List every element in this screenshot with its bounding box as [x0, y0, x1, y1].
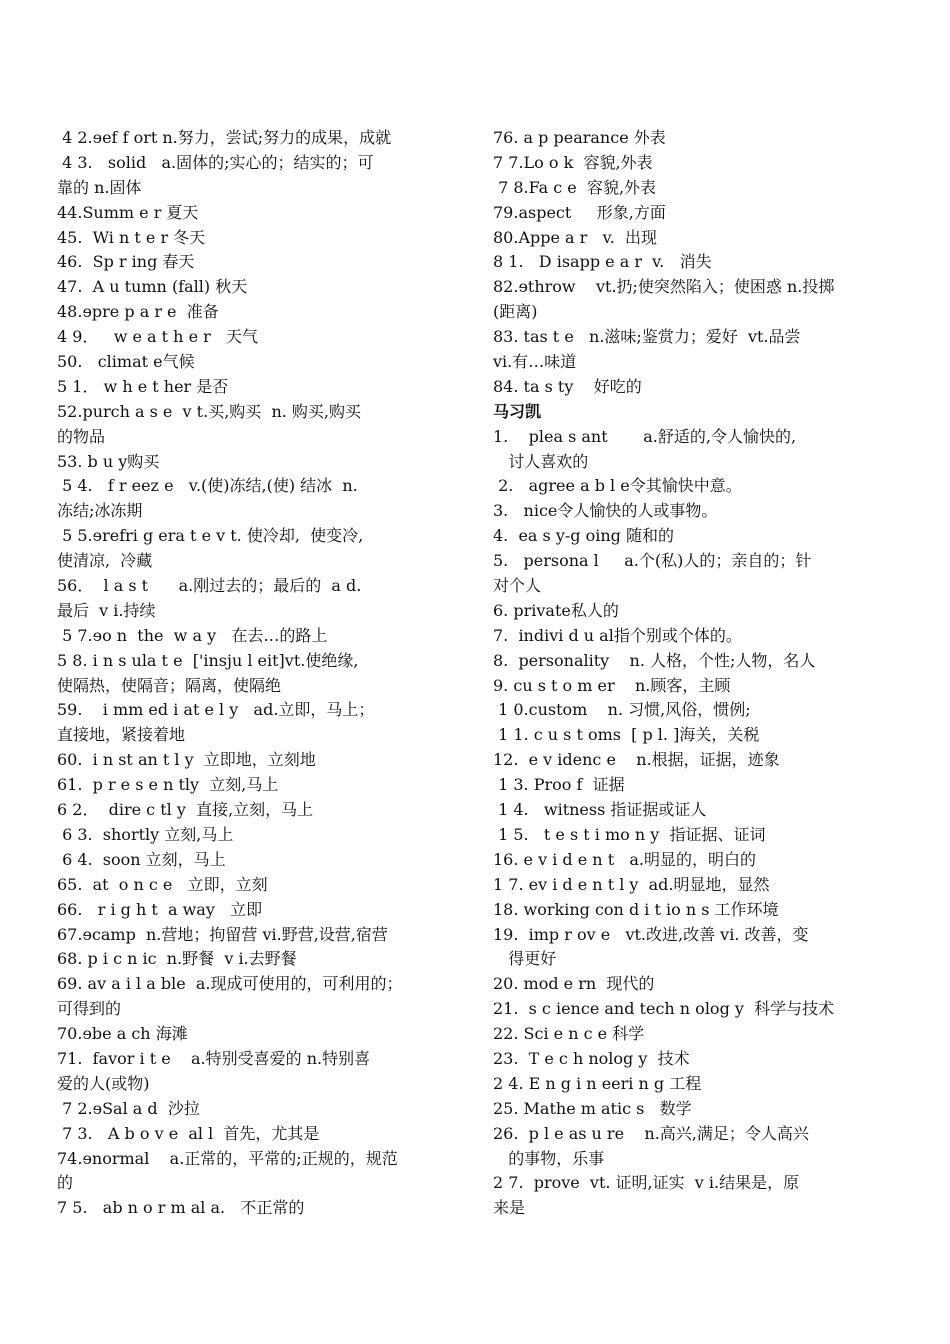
vocab-line: 5 1． w h e t her 是否: [57, 376, 229, 396]
vocab-line: 6 3. shortly 立刻,马上: [57, 824, 234, 844]
vocab-line: 6 4. soon 立刻，马上: [57, 849, 226, 869]
vocab-line: 4. ea s y-g oing 随和的: [493, 526, 674, 546]
vocab-line: 67.ɘcamp n.营地；拘留营 vi.野营,设营,宿营: [57, 924, 388, 944]
section-heading: 马习凯: [493, 401, 542, 421]
vocab-line: 18. working con d i t io n s 工作环境: [493, 899, 779, 919]
vocab-line: 7 8.Fa c e 容貌,外表: [493, 177, 657, 197]
vocab-line: 讨人喜欢的: [493, 451, 589, 471]
left-column: [57, 126, 473, 1221]
vocab-line: 25. Mathe m atic s 数学: [493, 1098, 692, 1118]
vocab-line: 2. agree a b l e令其愉快中意。: [493, 476, 742, 496]
vocab-line: 66. r i g h t a way 立即: [57, 899, 263, 919]
vocab-line: 82.ɘthrow vt.扔;使突然陷入；使困惑 n.投掷: [493, 277, 835, 297]
vocab-line: 6. private私人的: [493, 600, 619, 620]
vocab-line: 59. i mm ed i at e l y ad.立即，马上；: [57, 700, 375, 720]
right-column: [493, 126, 908, 1221]
vocab-line: 84. ta s ty 好吃的: [493, 376, 642, 396]
vocab-line: 9. cu s t o m er n.顾客，主顾: [493, 675, 731, 695]
vocab-line: 60. i n st an t l y 立即地，立刻地: [57, 750, 316, 770]
vocab-line: 79.aspect 形象,方面: [493, 202, 666, 222]
vocab-line: 最后 v i.持续: [57, 600, 156, 620]
vocab-line: 1 5. t e s t i mo n y 指证据、证词: [493, 824, 766, 844]
vocab-line: 19. imp r ov e vt.改进,改善 vi. 改善，变: [493, 924, 809, 944]
vocab-line: 47. A u tumn (fall) 秋天: [57, 277, 248, 297]
vocab-line: 61. p r e s e n tly 立刻,马上: [57, 775, 279, 795]
vocab-line: 4 3. solid a.固体的;实心的；结实的；可: [57, 152, 374, 172]
vocab-line: 65. at o n c e 立即，立刻: [57, 874, 268, 894]
vocab-line: 的物品: [57, 426, 106, 446]
vocab-line: 70.ɘbe a ch 海滩: [57, 1024, 188, 1044]
vocab-line: 56． l a s t a.刚过去的；最后的 a d.: [57, 576, 362, 596]
vocab-line: 69. av a i l a ble a.现成可使用的，可利用的；: [57, 974, 403, 994]
vocab-line: 5 8. i n s ula t e ['insju l eit]vt.使绝缘,: [57, 650, 359, 670]
vocab-line: 12. e v idenc e n.根据，证据，迹象: [493, 750, 780, 770]
vocab-line: 74.ɘnormal a.正常的，平常的;正规的，规范: [57, 1148, 398, 1168]
vocab-line: 8 1. D isapp e a r v. 消失: [493, 252, 712, 272]
vocab-line: 21. s c ience and tech n olog y 科学与技术: [493, 999, 835, 1019]
vocab-line: 5. persona l a.个(私)人的；亲自的；针: [493, 551, 812, 571]
vocab-line: 26. p l e as u re n.高兴,满足；令人高兴: [493, 1123, 809, 1143]
vocab-line: 2 7. prove vt. 证明,证实 v i.结果是，原: [493, 1173, 800, 1193]
vocab-line: 16. e v i d e n t a.明显的，明白的: [493, 849, 757, 869]
vocab-line: 7 5. ab n o r m al a. 不正常的: [57, 1198, 305, 1218]
vocab-line: 7 7.Lo o k 容貌,外表: [493, 152, 653, 172]
vocab-line: 52.purch a s e v t.买,购买 n. 购买,购买: [57, 401, 362, 421]
vocab-line: 1. plea s ant a.舒适的,令人愉快的,: [493, 426, 797, 446]
vocab-line: 53. b u y购买: [57, 451, 160, 471]
vocab-line: 的: [57, 1173, 74, 1193]
vocab-line: 48.ɘpre p a r e 准备: [57, 302, 219, 322]
vocab-line: 68. p i c n ic n.野餐 v i.去野餐: [57, 949, 297, 969]
vocab-line: 44.Summ e r 夏天: [57, 202, 199, 222]
vocab-line: 20. mod e rn 现代的: [493, 974, 655, 994]
vocab-line: 冻结;冰冻期: [57, 501, 143, 521]
vocab-line: 对个人: [493, 576, 542, 596]
vocab-line: 5 4. f r eez e v.(使)冻结,(使) 结冰 n.: [57, 476, 358, 496]
vocab-line: 1 7. ev i d e n t l y ad.明显地，显然: [493, 874, 770, 894]
vocab-line: 1 1. c u s t oms [ p l. ]海关，关税: [493, 725, 760, 745]
vocab-line: vi.有…味道: [493, 352, 577, 372]
vocab-line: 7 2.ɘSal a d 沙拉: [57, 1098, 200, 1118]
vocab-line: 的事物，乐事: [493, 1148, 605, 1168]
vocab-line: 46. Sp r ing 春天: [57, 252, 195, 272]
vocab-line: 5 5.ɘrefri g era t e v t. 使冷却, 使变冷,: [57, 526, 364, 546]
vocab-line: 6 2． dire c tl y 直接,立刻，马上: [57, 800, 314, 820]
vocab-line: 靠的 n.固体: [57, 177, 142, 197]
vocab-line: 22. Sci e n c e 科学: [493, 1024, 645, 1044]
vocab-line: 5 7.ɘo n the w a y 在去…的路上: [57, 625, 328, 645]
vocab-line: 直接地，紧接着地: [57, 725, 186, 745]
vocab-line: (距离): [493, 302, 538, 322]
vocab-line: 23. T e c h nolog y 技术: [493, 1048, 690, 1068]
vocab-line: 4 2.ɘef f ort n.努力，尝试;努力的成果，成就: [57, 128, 392, 147]
vocab-line: 45. Wi n t e r 冬天: [57, 227, 206, 247]
vocab-line: 7. indivi d u al指个别或个体的。: [493, 625, 742, 645]
vocab-line: 来是: [493, 1198, 526, 1218]
vocab-line: 使清凉, 冷藏: [57, 551, 153, 571]
vocab-line: 71. favor i t e a.特别受喜爱的 n.特别喜: [57, 1048, 371, 1068]
vocab-line: 4 9． w e a t h e r 天气: [57, 327, 259, 347]
vocab-line: 3. nice令人愉快的人或事物。: [493, 501, 718, 521]
vocab-line: 使隔热，使隔音；隔离，使隔绝: [57, 675, 282, 695]
vocab-line: 80.Appe a r v. 出现: [493, 227, 657, 247]
vocab-line: 7 3. A b o v e al l 首先，尤其是: [57, 1123, 320, 1143]
vocab-line: 爱的人(或物): [57, 1073, 150, 1093]
vocab-line: 1 3. Proo f 证据: [493, 775, 625, 795]
vocab-line: 可得到的: [57, 999, 122, 1019]
vocab-line: 1 0.custom n. 习惯,风俗，惯例;: [493, 700, 751, 720]
vocab-line: 8. personality n. 人格，个性;人物，名人: [493, 650, 816, 670]
vocab-line: 50. climat e气候: [57, 352, 195, 372]
vocab-line: 76. a p pearance 外表: [493, 128, 666, 147]
vocab-line: 2 4. E n g i n eeri n g 工程: [493, 1073, 702, 1093]
vocab-line: 得更好: [493, 949, 557, 969]
vocab-line: 83. tas t e n.滋味;鉴赏力；爱好 vt.品尝: [493, 327, 801, 347]
vocab-line: 1 4. witness 指证据或证人: [493, 800, 707, 820]
